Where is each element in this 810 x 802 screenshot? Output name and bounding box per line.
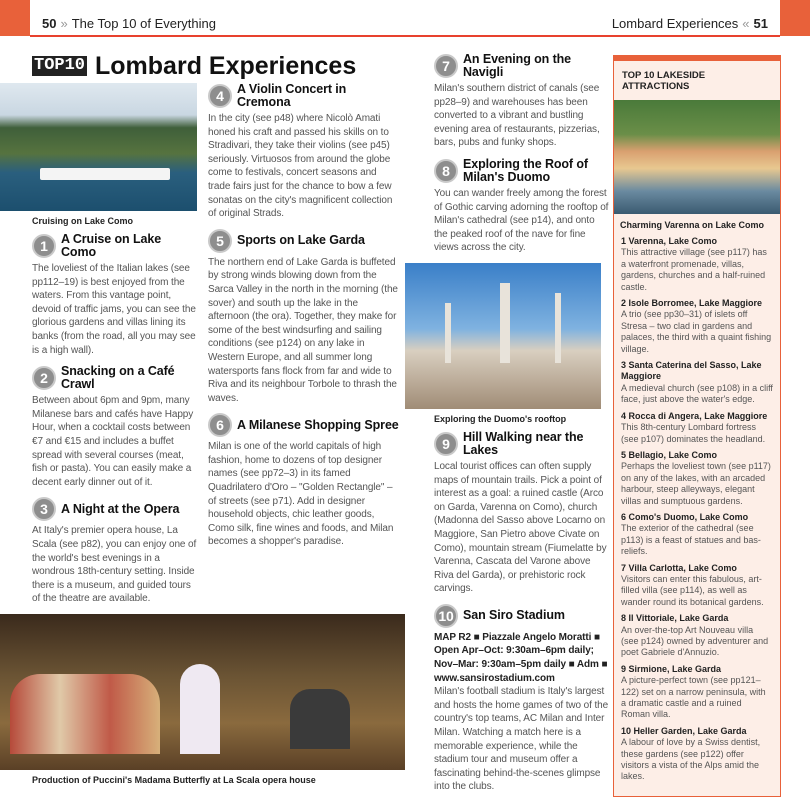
- lakeside-attractions-sidebar: [613, 55, 781, 797]
- entry-3: [32, 497, 198, 606]
- number-badge: 6: [208, 413, 232, 437]
- varenna-photo: [614, 100, 780, 214]
- entry-title: Sports on Lake Garda: [237, 233, 365, 248]
- sidebar-item-title: 6 Como's Duomo, Lake Como: [621, 511, 749, 522]
- sidebar-item-body: A picture-perfect town (see pp121–122) set on a narrow peninsula, with a dramatic castle and a ruined Roman villa.: [621, 675, 766, 720]
- sidebar-item-body: A medieval church (see p108) in a cliff face, just above the water's edge.: [621, 382, 773, 405]
- entry-body: Milan's southern district of canals (see pp28–9) and warehouses has been converted to a vibrant and bustling evening area of restaurants, pizzerias, bars, pubs and funky shops.: [434, 83, 600, 149]
- number-badge: 9: [434, 432, 458, 456]
- photo-caption: Production of Puccini's Madama Butterfly at La Scala opera house: [32, 774, 316, 785]
- sidebar-item-title: 8 Il Vittoriale, Lake Garda: [621, 613, 729, 624]
- sidebar-item: [621, 411, 773, 445]
- sidebar-title: TOP 10 LAKESIDE ATTRACTIONS: [622, 70, 706, 92]
- entry-title: Exploring the Roof of Milan's Duomo: [463, 156, 588, 184]
- sidebar-item-title: 5 Bellagio, Lake Como: [621, 449, 718, 460]
- sidebar-item-body: The exterior of the cathedral (see p113) is a feast of statues and bas-reliefs.: [621, 523, 761, 557]
- photo-caption: Exploring the Duomo's rooftop: [434, 413, 567, 424]
- entry-body: The loveliest of the Italian lakes (see pp112–19) is best enjoyed from the waters. From this vantage point, devoid of traffic jams, you can see the glorious gardens and villas lining its banks (from the road, all you may see is a high wall).: [32, 263, 196, 356]
- sidebar-item-title: 1 Varenna, Lake Como: [621, 236, 718, 246]
- entry-7: [434, 53, 609, 150]
- chevron-icon: »: [60, 16, 68, 31]
- entry-title: A Violin Concert in Cremona: [237, 82, 347, 109]
- duomo-rooftop-photo: [405, 263, 601, 409]
- lake-como-photo: [0, 83, 197, 211]
- entry-9: [434, 431, 609, 596]
- number-badge: 8: [434, 159, 458, 183]
- entry-title: An Evening on the Navigli: [463, 52, 572, 79]
- entry-2: [32, 365, 198, 489]
- sidebar-item: [621, 613, 773, 659]
- page-heading: Lombard Experiences: [95, 51, 357, 80]
- entry-body: Between about 6pm and 9pm, many Milanese bars and cafés have Happy Hour, when a cocktail costs between €7 and €15 and includes a buffet spread with several courses (meat, fish or pasta). You can easily make a decent early dinner out of it.: [32, 395, 194, 488]
- entry-4: [208, 83, 401, 221]
- number-badge: 10: [434, 604, 458, 628]
- sidebar-item: [621, 563, 773, 609]
- entry-1: [32, 233, 198, 357]
- section-title-left: The Top 10 of Everything: [71, 16, 216, 31]
- number-badge: 5: [208, 229, 232, 253]
- sidebar-item-title: 3 Santa Caterina del Sasso, Lake Maggiore: [621, 360, 762, 382]
- entry-10: [434, 604, 609, 794]
- running-header: [30, 0, 780, 37]
- entry-practical-info: MAP R2 ■ Piazzale Angelo Moratti ■ Open Apr–Oct: 9:30am–6pm daily; Nov–Mar: 9:30am–5pm daily ■ Adm ■ www.sansirostadium.com: [434, 631, 608, 684]
- chevron-icon: «: [742, 16, 750, 31]
- photo-caption: Cruising on Lake Como: [32, 216, 134, 226]
- entry-6: [208, 413, 401, 549]
- entry-title: San Siro Stadium: [463, 608, 565, 623]
- entry-body: At Italy's premier opera house, La Scala (see p82), you can enjoy one of the world's best evenings in a wondrous 18th-century setting. Inside there is a museum, and guided tours of the theatre are available.: [32, 525, 197, 605]
- number-badge: 2: [32, 366, 56, 390]
- sidebar-item-body: Visitors can enter this fabulous, art-filled villa (see p114), as well as wander round its botanical gardens.: [621, 573, 764, 607]
- entry-title: A Cruise on Lake Como: [61, 232, 162, 259]
- entry-title: A Night at the Opera: [61, 501, 180, 516]
- page-title: [32, 53, 405, 79]
- number-badge: 7: [434, 54, 458, 78]
- entry-body: In the city (see p48) where Nicolò Amati honed his craft and passed his skills on to Stradivari, they take their violins (see p45) seriously. Virtuosos from around the globe come to festivals, concert seasons and trade fairs just for the chance to bow a few sonatas on the city's magnificent collection of original Strads.: [208, 113, 393, 220]
- entry-5: [208, 229, 401, 406]
- top10-logo: TOP10: [34, 56, 86, 75]
- header-band-right: [780, 0, 810, 36]
- entry-title: A Milanese Shopping Spree: [237, 417, 399, 432]
- sidebar-item-body: A labour of love by a Swiss dentist, these gardens (see p122) offer visitors a vista of the Alps amid the lakes.: [621, 737, 761, 782]
- sidebar-item-body: Perhaps the loveliest town (see p117) on any of the lakes, with an arcaded harbour, steep alleyways, elegant villas and sumptuous gardens.: [621, 461, 771, 506]
- sidebar-item-title: 2 Isole Borromee, Lake Maggiore: [621, 298, 763, 309]
- sidebar-item: [621, 236, 773, 293]
- entry-title: Hill Walking near the Lakes: [463, 429, 584, 457]
- entry-title: Snacking on a Café Crawl: [61, 364, 175, 392]
- entry-body: Milan's football stadium is Italy's largest and hosts the home games of two of the country's top teams, AC Milan and Inter Milan. Watching a match here is a memorable experience, while the stadium tour and museum offer a fascinating behind-the-scenes glimpse into the clubs.: [434, 686, 609, 793]
- sidebar-item-title: 4 Rocca di Angera, Lake Maggiore: [621, 410, 768, 421]
- opera-production-photo: [0, 614, 405, 770]
- sidebar-item: [621, 664, 773, 721]
- sidebar-item: [621, 512, 773, 558]
- entry-body: The northern end of Lake Garda is buffeted by strong winds blowing down from the Sarca Valley in the north in the morning (the sover) and south up the lake in the afternoon (the ora). Together, they make for some of the best windsurfing and sailing conditions (see p124) on any lake in Western Europe, and all summer long watersports fans flock from far and wide to Riva and its neighbour Torbole to thrash the waves.: [208, 256, 398, 404]
- sidebar-item: [621, 360, 773, 406]
- sidebar-item-body: This attractive village (see p117) has a waterfront promenade, villas, gardens, churches and a half-ruined castle.: [621, 247, 767, 292]
- entry-body: You can wander freely among the forest of Gothic carving adorning the rooftop of Milan's cathedral (see p14), and onto the peaked roof of the nave for fine views across the city.: [434, 187, 609, 254]
- sidebar-item-body: A trio (see pp30–31) of islets off Stresa – two clad in gardens and palaces, the third with a quaint fishing village.: [621, 309, 772, 354]
- number-badge: 1: [32, 234, 56, 258]
- page-number-left: 50: [42, 16, 57, 31]
- photo-caption: Charming Varenna on Lake Como: [620, 220, 765, 230]
- sidebar-item: [621, 450, 773, 507]
- sidebar-item-body: This 8th-century Lombard fortress (see p107) dominates the headland.: [621, 422, 766, 444]
- sidebar-item-title: 10 Heller Garden, Lake Garda: [621, 725, 747, 736]
- sidebar-item-title: 7 Villa Carlotta, Lake Como: [621, 562, 737, 573]
- sidebar-item-title: 9 Sirmione, Lake Garda: [621, 663, 722, 674]
- entry-body: Milan is one of the world capitals of high fashion, home to dozens of top designer names (see pp72–3) in its famed Quadrilatero d'Oro – "Golden Rectangle" – of streets (see p71). Add in designer household objects, chic leather goods, Como silk, fine wines and foods, and Milan becomes a shopper's paradise.: [208, 441, 394, 548]
- number-badge: 4: [208, 84, 232, 108]
- page-number-right: 51: [753, 16, 768, 31]
- sidebar-item: [621, 726, 773, 783]
- number-badge: 3: [32, 497, 56, 521]
- section-title-right: Lombard Experiences: [611, 16, 739, 31]
- entry-8: [434, 158, 609, 255]
- header-band-left: [0, 0, 30, 36]
- entry-body: Local tourist offices can often supply maps of mountain trails. Pick a point of interest as a goal: a ruined castle (Arco on Garda, Varenna on Como), church (Madonna del Sasso above Locarno on Maggiore, San Pietro above Civate on Como), mountain stream (Fiumelatte by Varenna, Cascata del Varone above Riva del Garda), or prehistoric rock carvings.: [434, 460, 607, 595]
- sidebar-item: [621, 298, 773, 355]
- sidebar-item-body: An over-the-top Art Nouveau villa (see p124) owned by adventurer and poet Gabriele d'Annuzio.: [621, 624, 769, 658]
